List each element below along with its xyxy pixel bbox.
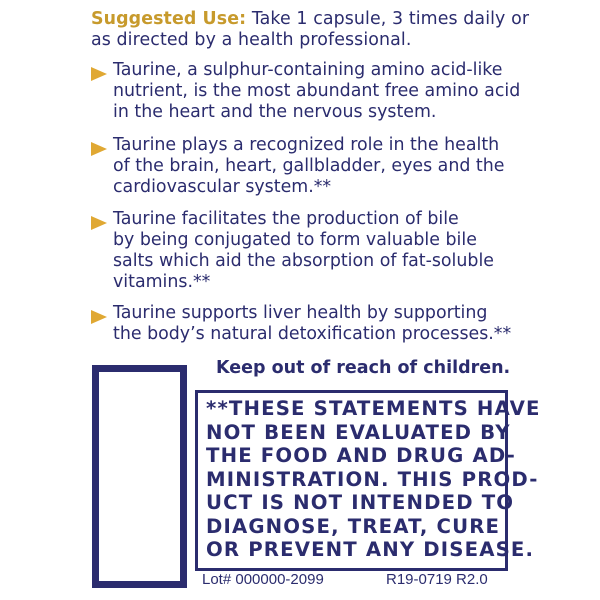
disclaimer-line: DIAGNOSE, TREAT, CURE: [206, 514, 501, 538]
disclaimer-line: MINISTRATION. THIS PROD-: [206, 467, 539, 491]
bullet-4-line-2: the body’s natural detoxification processes.**: [113, 324, 512, 344]
bullet-1: [113, 60, 520, 123]
bullet-3-line-4: vitamins.**: [113, 272, 211, 292]
bullet-4: [113, 303, 511, 345]
bullet-1-line-2: nutrient, is the most abundant free amino acid: [113, 81, 521, 101]
lot-print-frame-top: [92, 365, 187, 372]
disclaimer-line: UCT IS NOT INTENDED TO: [206, 491, 515, 514]
fda-disclaimer-box: [195, 390, 541, 571]
bullet-4-line-1: Taurine supports liver health by supporting: [113, 303, 488, 323]
bullet-3: [113, 209, 494, 293]
bullet-2: [113, 135, 504, 198]
bullet-2-line-2: of the brain, heart, gallbladder, eyes and the: [113, 156, 505, 176]
bullet-3-line-1: Taurine facilitates the production of bile: [113, 209, 459, 229]
child-warning: Keep out of reach of children.: [216, 358, 511, 378]
bullet-1-line-1: Taurine, a sulphur-containing amino acid-like: [113, 60, 503, 80]
disclaimer-line: NOT BEEN EVALUATED BY: [206, 420, 511, 444]
bullet-arrow-icon: [91, 142, 107, 156]
suggested-use-line-1: Take 1 capsule, 3 times daily or: [251, 9, 530, 29]
bullet-3-line-2: by being conjugated to form valuable bile: [113, 230, 477, 250]
bullet-arrow-icon: [91, 310, 107, 324]
bullet-arrow-icon: [91, 216, 107, 230]
suggested-use: [91, 9, 529, 51]
lot-number: Lot# 000000-2099: [202, 571, 324, 588]
lot-print-frame: [92, 365, 186, 588]
bullet-2-line-1: Taurine plays a recognized role in the health: [113, 135, 500, 155]
bullet-3-line-3: salts which aid the absorption of fat-soluble: [113, 251, 494, 271]
disclaimer-line: OR PREVENT ANY DISEASE.: [206, 538, 535, 561]
label-revision-code: R19-0719 R2.0: [386, 571, 488, 588]
bullet-arrow-icon: [91, 67, 107, 81]
suggested-use-label: Suggested Use:: [91, 9, 247, 29]
lot-print-frame-right: [180, 365, 187, 588]
disclaimer-line: **THESE STATEMENTS HAVE: [206, 397, 541, 420]
disclaimer-line: THE FOOD AND DRUG AD-: [206, 444, 517, 467]
bullet-1-line-3: in the heart and the nervous system.: [113, 102, 437, 122]
bullet-2-line-3: cardiovascular system.**: [113, 177, 332, 197]
suggested-use-line-2: as directed by a health professional.: [91, 30, 412, 50]
